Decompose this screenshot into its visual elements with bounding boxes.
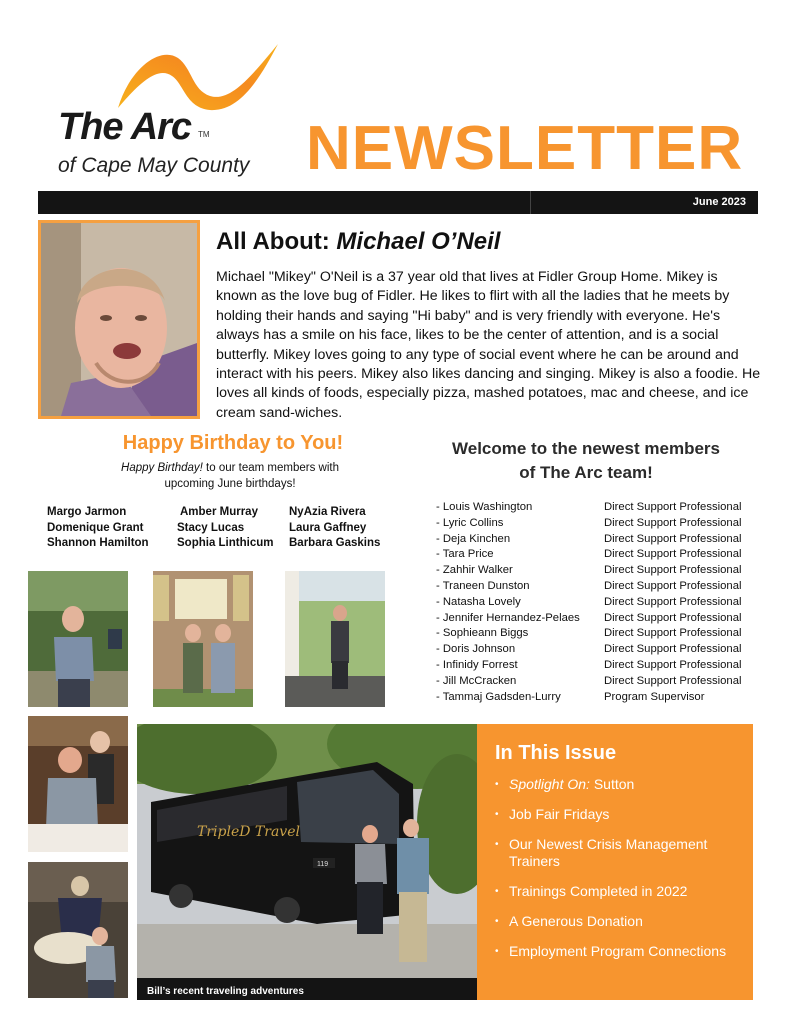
in-this-issue-list	[495, 776, 750, 973]
birthday-name: Amber Murray	[180, 506, 258, 518]
birthday-name: Domenique Grant	[47, 521, 144, 534]
member-name: - Sophieann Biggs	[436, 627, 529, 640]
photo-bus	[137, 724, 477, 1000]
issue-item[interactable]	[495, 836, 750, 870]
member-name: - Natasha Lovely	[436, 595, 521, 608]
member-name: - Infinidy Forrest	[436, 658, 518, 671]
member-name: - Jennifer Hernandez-Pelaes	[436, 611, 580, 624]
issue-item[interactable]	[495, 943, 750, 960]
member-role: Direct Support Professional	[604, 532, 742, 545]
bullet-icon: •	[495, 779, 499, 790]
member-row	[436, 547, 766, 563]
member-name: - Tammaj Gadsden-Lurry	[436, 690, 561, 703]
member-role: Direct Support Professional	[604, 564, 742, 577]
birthday-name: Laura Gaffney	[289, 521, 367, 534]
bus-lettering: TripleD Travel	[197, 824, 300, 840]
member-row	[436, 674, 766, 690]
birthday-subtitle-italic: Happy Birthday!	[121, 462, 203, 474]
member-row	[436, 642, 766, 658]
member-row	[436, 626, 766, 642]
profile-photo	[38, 220, 200, 419]
bullet-icon: •	[495, 946, 499, 957]
member-name: - Tara Price	[436, 548, 494, 561]
birthday-name: NyAzia Rivera	[289, 506, 366, 518]
member-row	[436, 658, 766, 674]
member-name: - Doris Johnson	[436, 643, 516, 656]
member-role: Direct Support Professional	[604, 579, 742, 592]
member-role: Direct Support Professional	[604, 643, 742, 656]
member-name: - Deja Kinchen	[436, 532, 511, 545]
issue-item-text: Employment Program Connections	[509, 943, 727, 959]
about-heading	[216, 228, 500, 256]
photo-garden	[28, 571, 128, 707]
member-name: - Jill McCracken	[436, 674, 517, 687]
in-this-issue-title: In This Issue	[495, 742, 617, 764]
member-role: Direct Support Professional	[604, 501, 742, 513]
issue-item-label	[509, 776, 634, 793]
issue-item[interactable]	[495, 883, 750, 900]
welcome-title-line-1: Welcome to the newest members	[452, 439, 720, 458]
member-role: Direct Support Professional	[604, 627, 742, 640]
issue-item-label	[509, 806, 609, 823]
birthday-title: Happy Birthday to You!	[122, 432, 344, 454]
member-role: Direct Support Professional	[604, 658, 742, 671]
birthday-column-1	[47, 505, 149, 552]
member-name: - Louis Washington	[436, 501, 533, 513]
issue-item-text: Sutton	[589, 776, 635, 792]
birthday-column-2	[177, 505, 273, 552]
member-row	[436, 563, 766, 579]
member-row	[436, 611, 766, 627]
issue-item-text: Our Newest Crisis Management Trainers	[509, 836, 708, 869]
member-role: Direct Support Professional	[604, 595, 742, 608]
about-heading-prefix: All About:	[216, 228, 330, 255]
birthday-subtitle	[100, 460, 360, 492]
bullet-icon: •	[495, 809, 499, 820]
welcome-title	[428, 437, 744, 485]
member-role: Direct Support Professional	[604, 516, 742, 529]
about-body: Michael "Mikey" O'Neil is a 37 year old that lives at Fidler Group Home. Mikey is known as the love bug of Fidler. He likes to flirt with all the ladies that he meets by holding their hands and saying "Hi baby" and is very friendly with everyone. He's always has a smile on his face, likes to be the center of attention, and is a social butterfly. Mikey loves going to any type of social event where he can be around and interact with his peers. Mikey also likes dancing and singing. Mikey is also a foodie. He loves all kinds of foods, especially pizza, mashed potatoes, mac and cheese, and ice cream sand-wiches.	[216, 269, 761, 421]
bullet-icon: •	[495, 886, 499, 897]
member-name: - Zahhir Walker	[436, 564, 513, 577]
photo-brick-house	[153, 571, 253, 707]
photo-restaurant	[28, 716, 128, 852]
birthday-name: Shannon Hamilton	[47, 537, 149, 549]
issue-item[interactable]	[495, 806, 750, 823]
issue-item[interactable]	[495, 913, 750, 930]
issue-item[interactable]	[495, 776, 750, 793]
new-members-list	[436, 500, 766, 705]
logo-subtitle: of Cape May County	[58, 154, 250, 177]
birthday-column-3	[289, 505, 380, 552]
birthday-name: Stacy Lucas	[177, 521, 245, 534]
logo-title: The Arc	[58, 106, 192, 148]
issue-item-label	[509, 943, 726, 960]
bus-caption: Bill’s recent traveling adventures	[147, 986, 304, 997]
birthday-name: Sophia Linthicum	[177, 537, 274, 549]
welcome-title-line-2: of The Arc team!	[519, 463, 653, 482]
member-role: Direct Support Professional	[604, 674, 742, 687]
date-bar	[38, 191, 758, 214]
issue-item-prefix: Spotlight On:	[509, 776, 590, 792]
member-row	[436, 500, 766, 516]
newsletter-title: NEWSLETTER	[306, 114, 744, 183]
issue-item-label	[509, 836, 750, 870]
member-row	[436, 595, 766, 611]
birthday-subtitle-rest: to our team members with upcoming June birthdays!	[164, 462, 339, 490]
logo-trademark: TM	[198, 130, 210, 139]
member-name: - Traneen Dunston	[436, 579, 530, 592]
birthday-name: Margo Jarmon	[47, 506, 127, 518]
bullet-icon: •	[495, 916, 499, 927]
birthday-name: Barbara Gaskins	[289, 537, 381, 549]
issue-item-text: A Generous Donation	[509, 913, 643, 929]
bullet-icon: •	[495, 839, 499, 850]
about-heading-name: Michael O’Neil	[336, 228, 501, 255]
member-row	[436, 532, 766, 548]
member-row	[436, 516, 766, 532]
issue-item-label	[509, 913, 643, 930]
issue-item-label	[509, 883, 687, 900]
issue-item-text: Trainings Completed in 2022	[509, 883, 688, 899]
issue-item-text: Job Fair Fridays	[509, 806, 610, 822]
member-row	[436, 690, 766, 706]
photo-museum	[28, 862, 128, 998]
member-name: - Lyric Collins	[436, 516, 504, 529]
photo-porch	[285, 571, 385, 707]
member-role: Direct Support Professional	[604, 611, 742, 624]
member-role: Program Supervisor	[604, 690, 705, 703]
member-row	[436, 579, 766, 595]
member-role: Direct Support Professional	[604, 548, 742, 561]
bus-number: 119	[317, 861, 329, 868]
issue-date: June 2023	[692, 196, 746, 208]
